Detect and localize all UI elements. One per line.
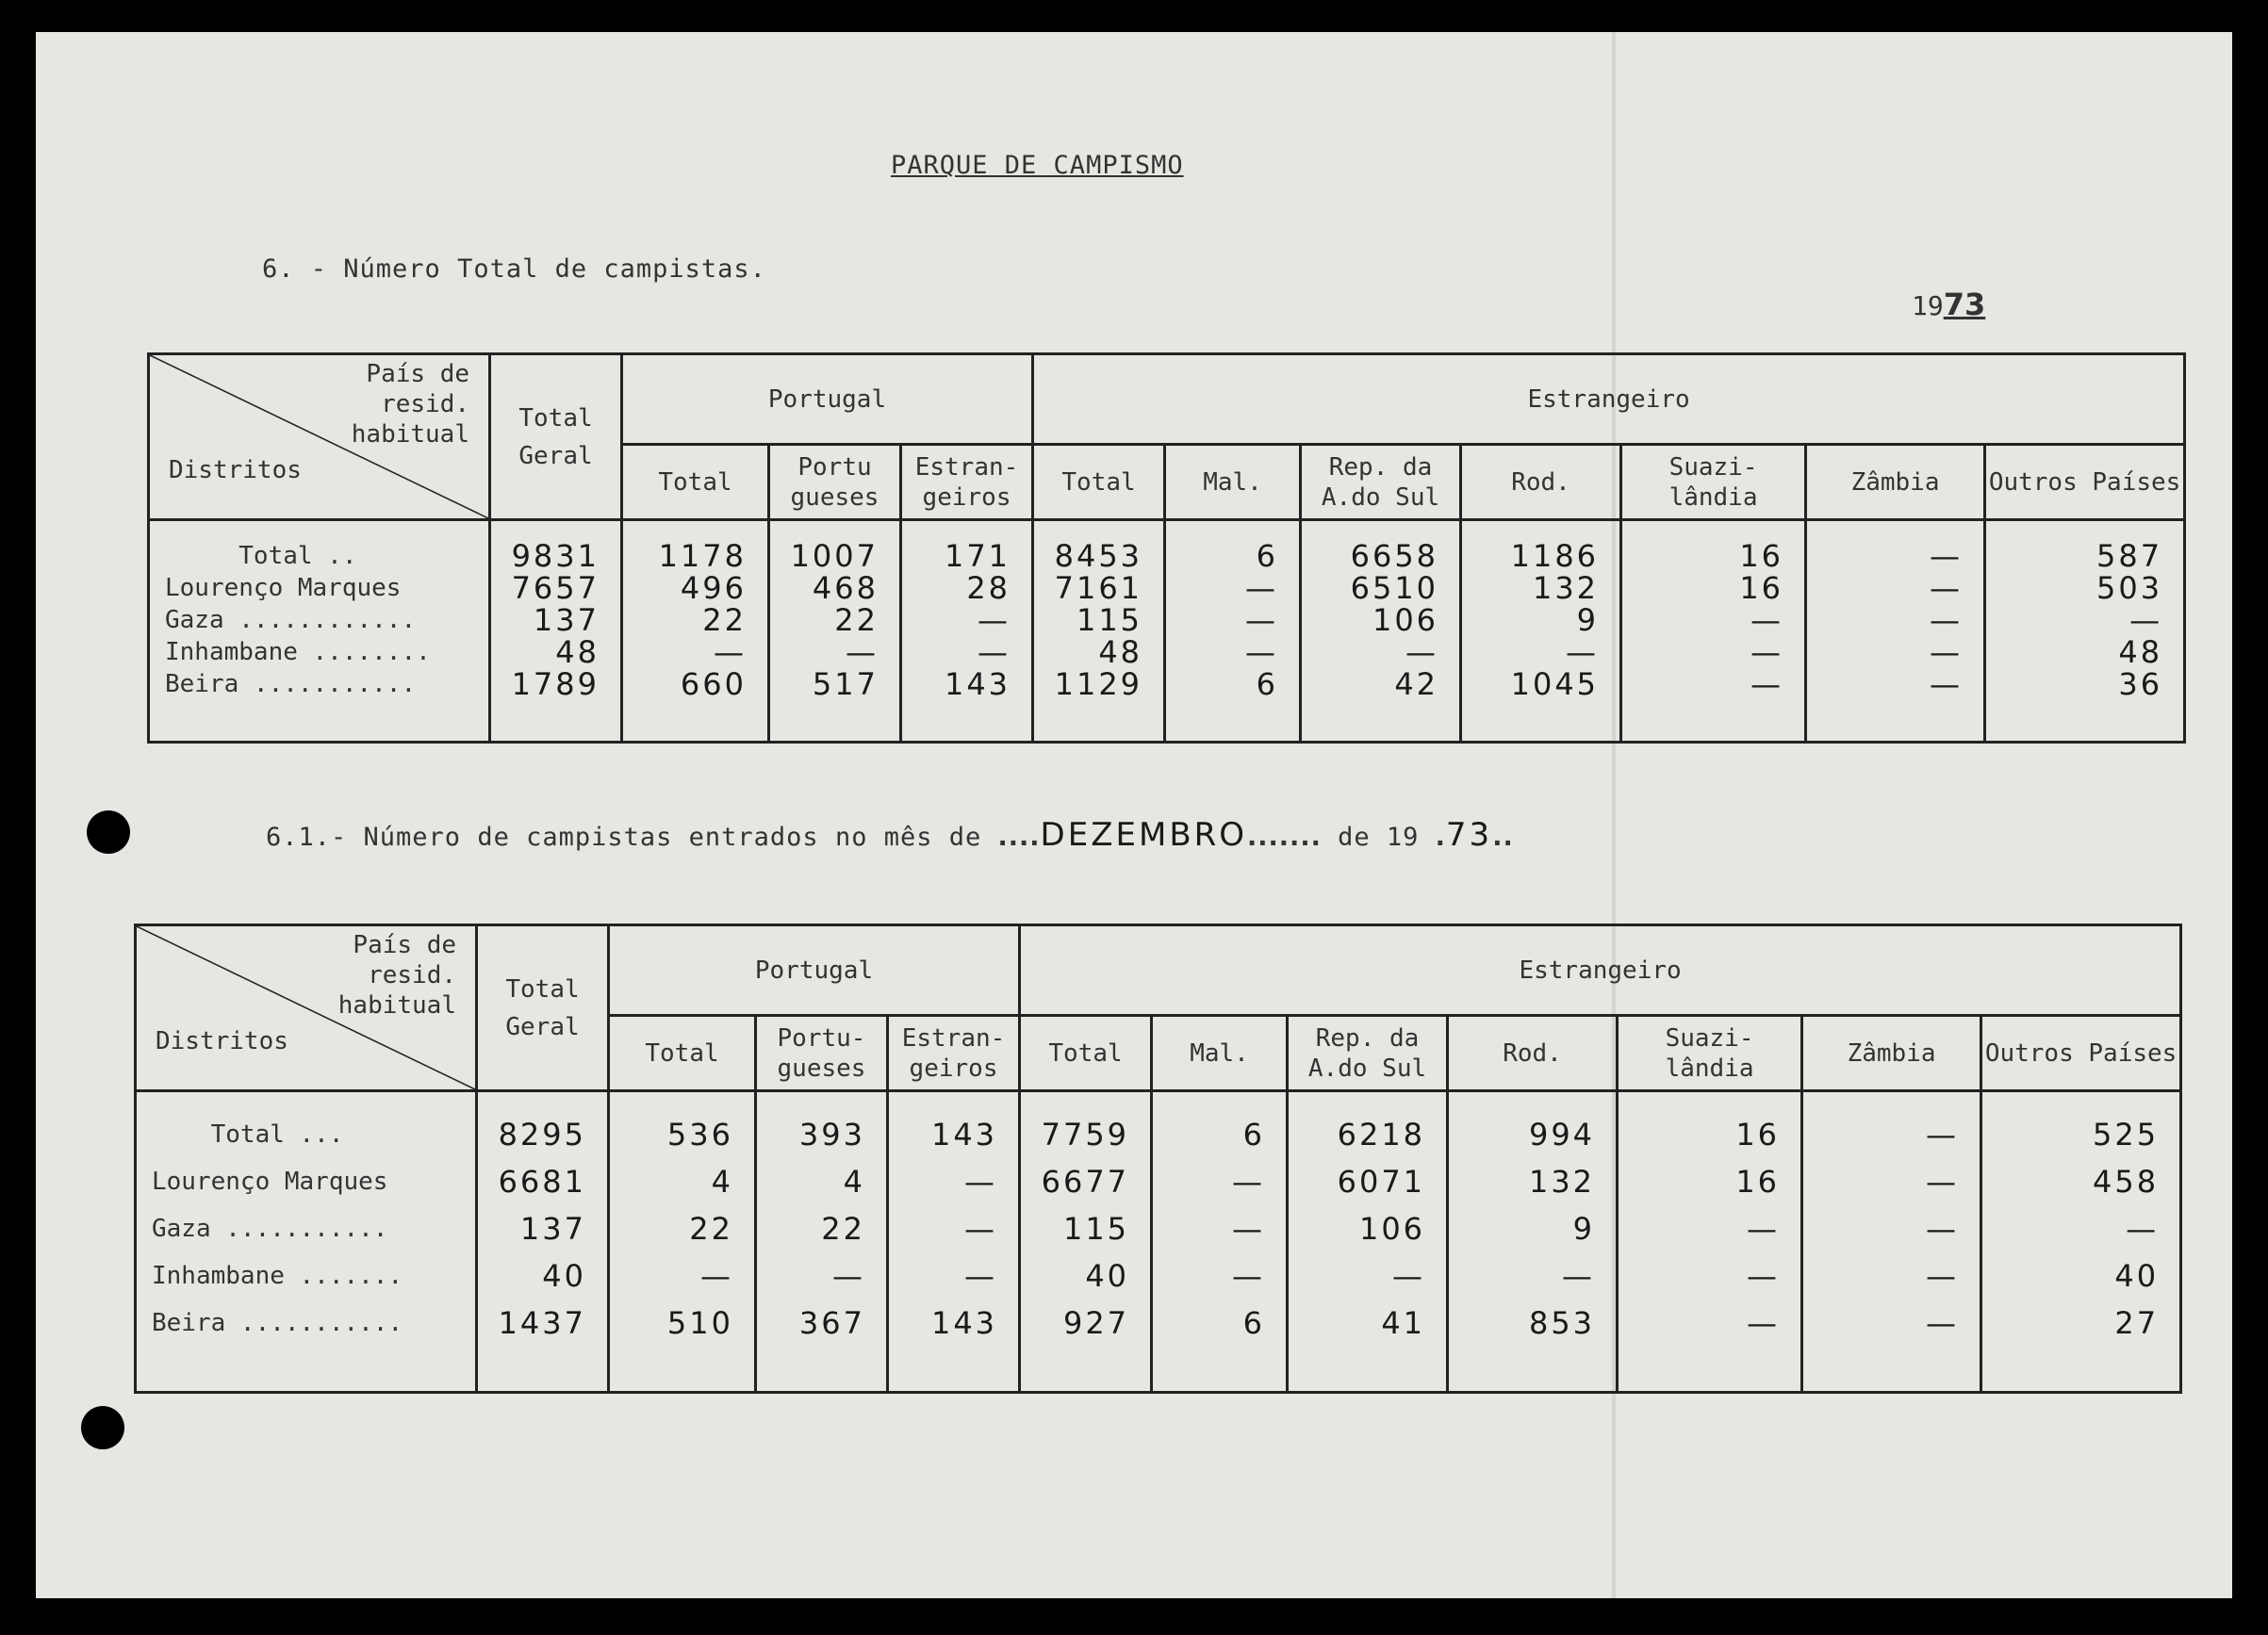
- row-label: Total ..: [165, 542, 357, 570]
- year-prefix-label: de 19: [1338, 823, 1420, 852]
- col-pt-total: [609, 1091, 756, 1393]
- col-south-africa: [1288, 1091, 1448, 1393]
- portugal-header: Portugal: [609, 925, 1020, 1016]
- cell: 503: [2096, 570, 2163, 606]
- row-label: Total ...: [152, 1120, 344, 1149]
- residence-header: País de resid. habitual: [351, 360, 469, 449]
- estrangeiro-header: Estrangeiro: [1033, 354, 2185, 445]
- cell: —: [964, 1258, 998, 1294]
- cell: 1789: [511, 666, 600, 702]
- col-swaziland: [1618, 1091, 1802, 1393]
- cell: 8295: [498, 1117, 586, 1153]
- cell: 22: [821, 1211, 865, 1247]
- portugueses-header: Portu gueses: [769, 445, 901, 520]
- cell: 36: [2118, 666, 2163, 702]
- cell: 1129: [1054, 666, 1143, 702]
- cell: 40: [2114, 1258, 2160, 1294]
- cell: 48: [1098, 634, 1143, 670]
- cell: 1178: [658, 538, 747, 574]
- cell: —: [1750, 666, 1784, 702]
- malawi-header: Mal.: [1165, 445, 1301, 520]
- row-label: Inhambane .......: [152, 1262, 403, 1290]
- cell: —: [1562, 1258, 1596, 1294]
- south-africa-header: Rep. da A.do Sul: [1288, 1016, 1448, 1091]
- total-geral-header: Total Geral: [490, 354, 622, 520]
- col-malawi: [1152, 1091, 1288, 1393]
- punch-hole-top: [87, 810, 130, 854]
- cell: —: [964, 1211, 998, 1247]
- cell: 468: [812, 570, 879, 606]
- row-label: Beira ...........: [152, 1309, 403, 1337]
- cell: 660: [680, 666, 747, 702]
- col-total-geral: [490, 520, 622, 743]
- cell: 393: [798, 1117, 865, 1153]
- cell: —: [1566, 634, 1600, 670]
- cell: 28: [966, 570, 1011, 606]
- cell: 525: [2093, 1117, 2160, 1153]
- cell: 4: [711, 1164, 733, 1200]
- cell: 458: [2093, 1164, 2160, 1200]
- cell: 7161: [1054, 570, 1143, 606]
- cell: —: [714, 634, 747, 670]
- cell: 41: [1381, 1305, 1426, 1341]
- cell: 143: [930, 1305, 998, 1341]
- districts-header: Distritos: [156, 1027, 288, 1055]
- table-december-campers: [134, 924, 2182, 1394]
- cell: —: [1926, 1164, 1960, 1200]
- other-countries-header: Outros Países: [1981, 1016, 2181, 1091]
- cell: —: [1392, 1258, 1426, 1294]
- cell: —: [1747, 1258, 1781, 1294]
- cell: —: [1245, 634, 1279, 670]
- col-malawi: [1165, 520, 1301, 743]
- swaziland-header: Suazi- lândia: [1618, 1016, 1802, 1091]
- row-label: Gaza ...........: [152, 1215, 388, 1243]
- cell: —: [1930, 666, 1964, 702]
- cell: 9: [1576, 602, 1600, 638]
- cell: 6: [1256, 538, 1279, 574]
- estrangeiros-header: Estran- geiros: [888, 1016, 1020, 1091]
- section-6-1-heading: [266, 816, 1514, 854]
- rhodesia-header: Rod.: [1461, 445, 1621, 520]
- cell: —: [1747, 1305, 1781, 1341]
- document-page: [36, 32, 2232, 1598]
- cell: 7657: [511, 570, 600, 606]
- cell: —: [1930, 634, 1964, 670]
- pt-total-header: Total: [622, 445, 769, 520]
- cell: —: [1750, 634, 1784, 670]
- col-estrangeiros: [901, 520, 1033, 743]
- district-labels: [149, 520, 490, 743]
- row-label: Lourenço Marques: [152, 1168, 388, 1196]
- cell: 1007: [790, 538, 879, 574]
- cell: —: [978, 634, 1011, 670]
- portugueses-header: Portu- gueses: [756, 1016, 888, 1091]
- cell: —: [1232, 1258, 1266, 1294]
- cell: —: [1930, 570, 1964, 606]
- cell: 6: [1242, 1117, 1266, 1153]
- cell: 48: [2118, 634, 2163, 670]
- cell: 1437: [498, 1305, 586, 1341]
- cell: 132: [1528, 1164, 1596, 1200]
- year-field: 1973: [1912, 286, 1986, 322]
- cell: —: [1926, 1258, 1960, 1294]
- est-total-header: Total: [1033, 445, 1165, 520]
- cell: 587: [2096, 538, 2163, 574]
- col-portugueses: [756, 1091, 888, 1393]
- cell: —: [1232, 1211, 1266, 1247]
- table-total-campers: [147, 352, 2186, 744]
- cell: 40: [1085, 1258, 1130, 1294]
- cell: 16: [1739, 570, 1784, 606]
- cell: —: [1750, 602, 1784, 638]
- cell: —: [1245, 570, 1279, 606]
- punch-hole-bottom: [81, 1406, 124, 1449]
- col-other-countries: [1985, 520, 2185, 743]
- cell: 367: [798, 1305, 865, 1341]
- cell: 517: [812, 666, 879, 702]
- col-swaziland: [1621, 520, 1806, 743]
- cell: —: [964, 1164, 998, 1200]
- cell: 143: [930, 1117, 998, 1153]
- zambia-header: Zâmbia: [1802, 1016, 1981, 1091]
- row-label: Gaza ............: [165, 606, 417, 634]
- total-geral-header: Total Geral: [477, 925, 609, 1091]
- cell: 6: [1242, 1305, 1266, 1341]
- col-est-total: [1033, 520, 1165, 743]
- cell: 6: [1256, 666, 1279, 702]
- row-label: Beira ...........: [165, 670, 417, 698]
- cell: —: [1930, 538, 1964, 574]
- cell: 994: [1528, 1117, 1596, 1153]
- cell: 496: [680, 570, 747, 606]
- district-labels: [136, 1091, 477, 1393]
- malawi-header: Mal.: [1152, 1016, 1288, 1091]
- section-year-value: 73: [1445, 816, 1493, 854]
- diagonal-header-cell: [149, 354, 490, 520]
- cell: 510: [666, 1305, 733, 1341]
- cell: 6677: [1041, 1164, 1130, 1200]
- col-estrangeiros: [888, 1091, 1020, 1393]
- cell: —: [1405, 634, 1439, 670]
- cell: 137: [533, 602, 600, 638]
- document-title: PARQUE DE CAMPISMO: [891, 151, 1184, 180]
- cell: 22: [689, 1211, 733, 1247]
- cell: —: [978, 602, 1011, 638]
- section-6-heading: 6. - Número Total de campistas.: [262, 254, 766, 284]
- cell: —: [700, 1258, 733, 1294]
- cell: 106: [1358, 1211, 1426, 1247]
- cell: 9831: [511, 538, 600, 574]
- cell: 171: [944, 538, 1011, 574]
- cell: 1186: [1510, 538, 1600, 574]
- col-total-geral: [477, 1091, 609, 1393]
- cell: 137: [519, 1211, 586, 1247]
- cell: —: [2126, 1211, 2160, 1247]
- cell: 6681: [498, 1164, 586, 1200]
- cell: 48: [555, 634, 600, 670]
- other-countries-header: Outros Países: [1985, 445, 2185, 520]
- cell: —: [1926, 1117, 1960, 1153]
- cell: 7759: [1041, 1117, 1130, 1153]
- cell: 9: [1572, 1211, 1596, 1247]
- cell: —: [1926, 1305, 1960, 1341]
- col-zambia: [1806, 520, 1985, 743]
- cell: —: [846, 634, 879, 670]
- cell: 853: [1528, 1305, 1596, 1341]
- cell: —: [1232, 1164, 1266, 1200]
- cell: 536: [666, 1117, 733, 1153]
- cell: 16: [1735, 1117, 1781, 1153]
- cell: —: [2129, 602, 2163, 638]
- cell: 8453: [1054, 538, 1143, 574]
- zambia-header: Zâmbia: [1806, 445, 1985, 520]
- cell: 6218: [1337, 1117, 1426, 1153]
- row-label: Inhambane ........: [165, 638, 431, 666]
- diagonal-header-cell: [136, 925, 477, 1091]
- col-zambia: [1802, 1091, 1981, 1393]
- cell: —: [832, 1258, 865, 1294]
- year-leader-right: ..: [1492, 823, 1514, 852]
- col-rhodesia: [1448, 1091, 1618, 1393]
- cell: —: [1926, 1211, 1960, 1247]
- cell: 22: [702, 602, 747, 638]
- section-6-1-label: 6.1.- Número de campistas entrados no mês de: [266, 823, 982, 852]
- col-rhodesia: [1461, 520, 1621, 743]
- col-portugueses: [769, 520, 901, 743]
- year-leader-left: .: [1435, 823, 1446, 852]
- rhodesia-header: Rod.: [1448, 1016, 1618, 1091]
- cell: 42: [1394, 666, 1439, 702]
- month-leader-left: ....: [997, 823, 1041, 852]
- estrangeiro-header: Estrangeiro: [1020, 925, 2181, 1016]
- col-est-total: [1020, 1091, 1152, 1393]
- cell: 6071: [1337, 1164, 1426, 1200]
- month-leader-right: .......: [1247, 823, 1322, 852]
- cell: 27: [2114, 1305, 2160, 1341]
- cell: —: [1245, 602, 1279, 638]
- swaziland-header: Suazi- lândia: [1621, 445, 1806, 520]
- month-value: DEZEMBRO: [1040, 816, 1248, 854]
- col-south-africa: [1301, 520, 1461, 743]
- cell: 143: [944, 666, 1011, 702]
- cell: 16: [1735, 1164, 1781, 1200]
- estrangeiros-header: Estran- geiros: [901, 445, 1033, 520]
- pt-total-header: Total: [609, 1016, 756, 1091]
- cell: 927: [1062, 1305, 1130, 1341]
- cell: 115: [1062, 1211, 1130, 1247]
- col-pt-total: [622, 520, 769, 743]
- cell: 6510: [1350, 570, 1439, 606]
- cell: 106: [1372, 602, 1439, 638]
- cell: 22: [834, 602, 879, 638]
- row-label: Lourenço Marques: [165, 574, 402, 602]
- cell: 16: [1739, 538, 1784, 574]
- cell: 6658: [1350, 538, 1439, 574]
- cell: 115: [1076, 602, 1143, 638]
- portugal-header: Portugal: [622, 354, 1033, 445]
- cell: —: [1747, 1211, 1781, 1247]
- cell: 4: [843, 1164, 865, 1200]
- south-africa-header: Rep. da A.do Sul: [1301, 445, 1461, 520]
- col-other-countries: [1981, 1091, 2181, 1393]
- cell: 40: [542, 1258, 586, 1294]
- est-total-header: Total: [1020, 1016, 1152, 1091]
- cell: 132: [1532, 570, 1600, 606]
- residence-header: País de resid. habitual: [337, 931, 456, 1020]
- cell: 1045: [1510, 666, 1600, 702]
- districts-header: Distritos: [169, 456, 302, 484]
- cell: —: [1930, 602, 1964, 638]
